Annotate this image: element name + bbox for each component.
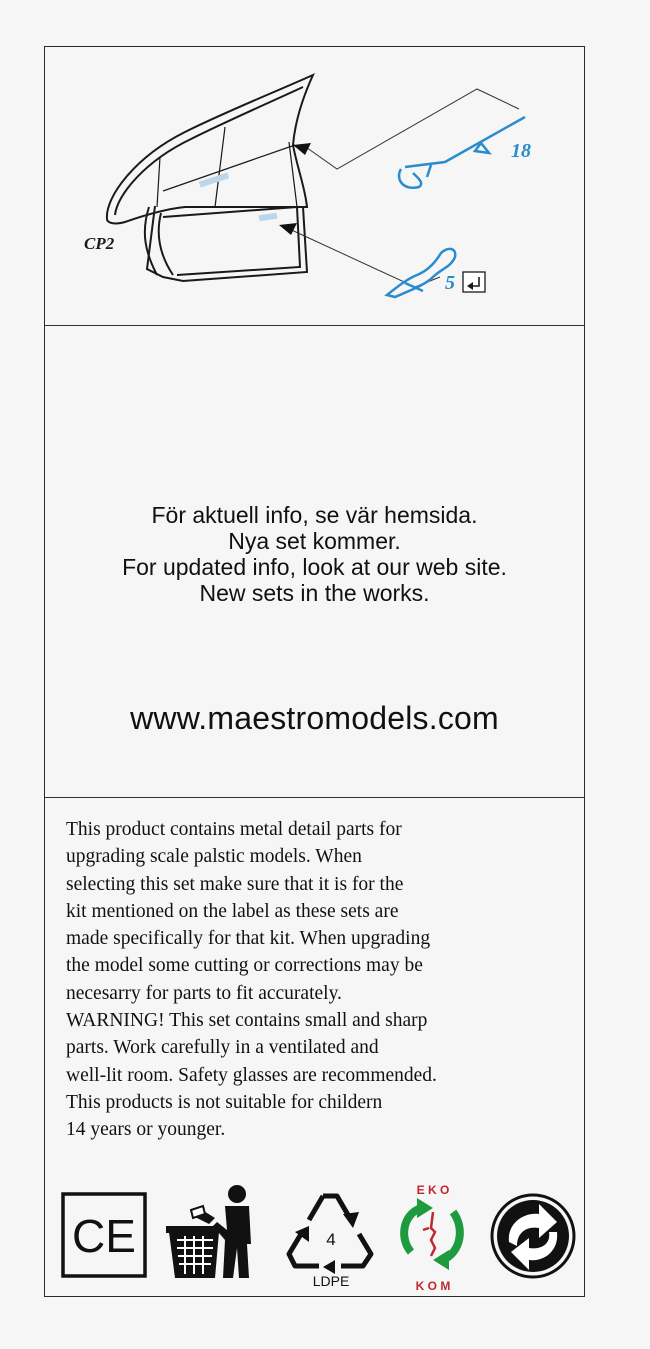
fold-arrow-icon	[463, 272, 485, 292]
canopy-part	[107, 75, 313, 281]
disclaimer-line: necesarry for parts to fit accurately.	[66, 982, 342, 1004]
arrowhead	[279, 223, 297, 235]
disclaimer-line: kit mentioned on the label as these sets are	[66, 900, 399, 922]
disclaimer-text	[66, 816, 571, 1144]
decal-strip	[199, 173, 229, 188]
recycle-ldpe-icon	[279, 1182, 383, 1297]
info-line: För aktuell info, se vär hemsida.	[151, 502, 478, 528]
certification-logos	[45, 1182, 584, 1294]
ekokom-icon	[393, 1182, 473, 1299]
recycle-material: LDPE	[312, 1273, 350, 1289]
disclaimer-line: This product contains metal detail parts for	[66, 819, 402, 840]
info-line: For updated info, look at our web site.	[122, 554, 507, 580]
tidyman-icon	[163, 1182, 267, 1287]
section-divider	[45, 797, 584, 798]
disclaimer-line: parts. Work carefully in a ventilated and	[66, 1037, 379, 1059]
assembly-diagram	[45, 47, 584, 325]
part-label-cp2: CP2	[84, 234, 115, 253]
disclaimer-line: selecting this set make sure that it is for the	[66, 873, 404, 895]
green-dot-icon	[489, 1192, 577, 1285]
recycle-code: 4	[326, 1230, 336, 1249]
section-divider	[45, 325, 584, 326]
disclaimer-line: This products is not suitable for childern	[66, 1091, 383, 1113]
disclaimer-line: well-lit room. Safety glasses are recommended.	[66, 1064, 437, 1086]
ce-text: CE	[72, 1210, 136, 1262]
eko-top-text: E K O	[416, 1183, 450, 1197]
info-line: New sets in the works.	[199, 580, 430, 606]
info-line: Nya set kommer.	[228, 528, 401, 554]
part-number-5: 5	[445, 272, 455, 294]
canopy-diagram	[45, 47, 584, 325]
disclaimer-line: 14 years or younger.	[66, 1119, 226, 1141]
disclaimer-line: the model some cutting or corrections may be	[66, 955, 423, 977]
part-number-18: 18	[511, 140, 531, 162]
leader-lines	[285, 89, 519, 287]
warning-line: WARNING! This set contains small and sharp	[66, 1010, 428, 1032]
ce-mark-icon	[61, 1192, 147, 1283]
instruction-sheet	[44, 46, 585, 1297]
disclaimer-line: upgrading scale palstic models. When	[66, 846, 362, 868]
website-url: www.maestromodels.com	[130, 700, 499, 736]
part-18-drawing	[399, 117, 525, 188]
eko-bottom-text: K O M	[415, 1279, 451, 1293]
disclaimer-line: made specifically for that kit. When upgrading	[66, 928, 431, 950]
info-text	[45, 502, 584, 606]
decal-strip	[259, 213, 278, 221]
